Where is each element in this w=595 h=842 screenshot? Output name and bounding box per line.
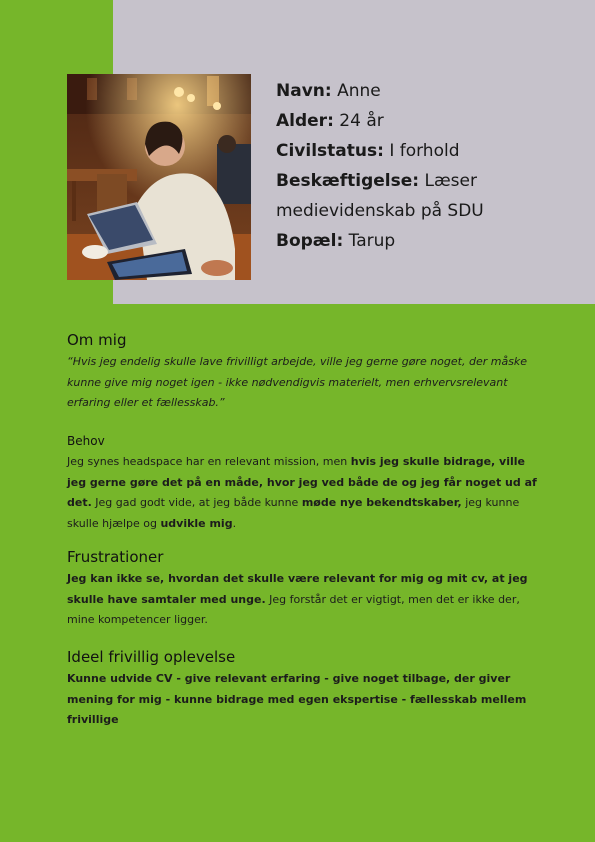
ideel-text: Kunne udvide CV - give relevant erfaring - give noget tilbage, der giver mening for mig - kunne bidrage med egen ekspertise - fællesskab mellem frivillige xyxy=(67,672,527,726)
ideel-heading: Ideel frivillig oplevelse xyxy=(67,648,236,666)
profile-name: Navn: Anne xyxy=(276,81,381,101)
om-mig-quote: “Hvis jeg endelig skulle lave frivilligt arbejde, ville jeg gerne gøre noget, der måske kunne give mig noget igen - ikke nødvendigvis materielt, men erhvervsrelevant erfaring eller et fællesskab.” xyxy=(67,355,528,409)
frustrationer-section xyxy=(67,548,537,631)
profile-photo xyxy=(67,74,251,280)
behov-text: Jeg synes headspace har en relevant mission, men hvis jeg skulle bidrage, ville jeg gerne gøre det på en måde, hvor jeg ved både de og jeg får noget ud af det. Jeg gad godt vide, at jeg både kunne møde nye bekendtskaber, jeg kunne skulle hjælpe og udvikle mig. xyxy=(67,455,537,530)
profile-home: Bopæl: Tarup xyxy=(276,231,396,251)
behov-heading: Behov xyxy=(67,434,105,448)
profile-age: Alder: 24 år xyxy=(276,111,384,131)
profile-job: Beskæftigelse: Læser medievidenskab på SDU xyxy=(276,171,484,221)
ideel-section xyxy=(67,648,537,731)
behov-section xyxy=(67,434,537,534)
frustrationer-text: Jeg kan ikke se, hvordan det skulle være relevant for mig og mit cv, at jeg skulle have samtaler med unge. Jeg forstår det er vigtigt, men det er ikke der, mine kompetencer ligger. xyxy=(67,572,528,626)
frustrationer-heading: Frustrationer xyxy=(67,548,164,566)
om-mig-section xyxy=(67,331,537,414)
profile-status: Civilstatus: I forhold xyxy=(276,141,460,161)
om-mig-heading: Om mig xyxy=(67,331,127,349)
profile-details xyxy=(276,76,576,256)
